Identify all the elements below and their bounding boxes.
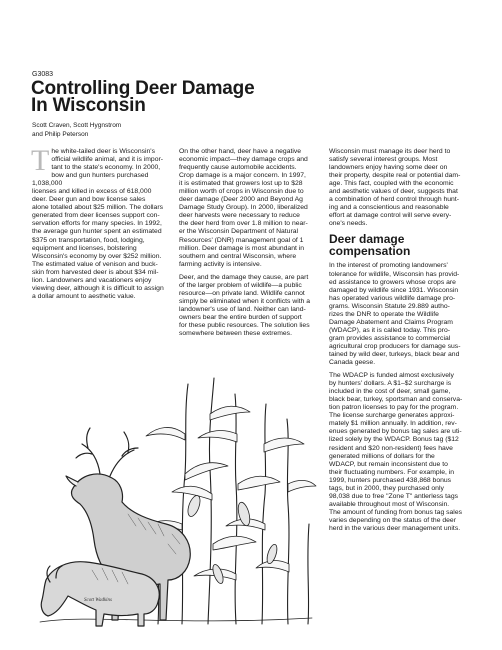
text-line: equipment and licenses, bolstering bbox=[32, 244, 137, 252]
intro-text bbox=[31, 144, 164, 300]
text-line: $375 on transportation, food, lodging, bbox=[32, 236, 145, 244]
text-line: licenses and killed in excess of 618,000 bbox=[32, 188, 152, 196]
text-line: er the Wisconsin Department of Natural bbox=[179, 228, 298, 236]
text-line: a combination of herd control through hunt- bbox=[329, 196, 459, 204]
text-line: enues generated by bonus tag sales are uti- bbox=[329, 428, 462, 436]
text-line: economic impact—they damage crops and bbox=[179, 156, 308, 164]
text-line: age. This fact, coupled with the economic bbox=[329, 180, 454, 188]
text-line: black bear, turkey, sportsman and conserva- bbox=[329, 396, 463, 404]
text-line: lized solely by the WDACP. Bonus tag ($12 bbox=[329, 436, 459, 444]
text-line: bow and gun hunters purchased 1,038,000 bbox=[32, 172, 149, 188]
text-line: official wildlife animal, and it is impor- bbox=[51, 156, 164, 164]
title-line-2: In Wisconsin bbox=[31, 95, 146, 116]
text-line: effort at damage control will serve every- bbox=[329, 212, 452, 220]
heading-line-2: compensation bbox=[329, 244, 411, 259]
text-line: their fluctuating numbers. For example, in bbox=[329, 468, 455, 476]
text-line: The WDACP is funded almost exclusively bbox=[329, 372, 454, 380]
text-line: herd in the various deer management units. bbox=[329, 524, 461, 532]
authors bbox=[32, 121, 121, 139]
text-line: landowner's use of land. Neither can land- bbox=[179, 305, 306, 313]
heading-line-1: Deer damage bbox=[329, 232, 405, 247]
text-line: Deer, and the damage they cause, are part bbox=[179, 273, 309, 281]
text-line: damaged by wildlife since 1931. Wisconsin bbox=[329, 286, 459, 294]
author-line-1: Scott Craven, Scott Hygnstrom bbox=[32, 122, 122, 129]
text-line: one's needs. bbox=[329, 220, 368, 228]
economic-impact-paragraph bbox=[179, 148, 320, 269]
text-line: tant to the state's economy. In 2000, bbox=[51, 164, 161, 172]
text-line: million worth of crops in Wisconsin due to bbox=[179, 188, 304, 196]
wdacp-funding-paragraph bbox=[329, 372, 475, 533]
text-line: Canada geese. bbox=[329, 359, 376, 367]
text-line: servation efforts for many species. In 1992, bbox=[32, 220, 162, 228]
text-line: ed assistance to growers whose crops are bbox=[329, 278, 456, 286]
column-3 bbox=[329, 148, 475, 538]
text-line: available throughout most of Wisconsin. bbox=[329, 500, 450, 508]
text-line: tags, but in 2000, they purchased only bbox=[329, 484, 444, 492]
text-line: alone totalled about $25 million. The dollars bbox=[32, 204, 163, 212]
text-line: the deer herd from over 1.8 million to near- bbox=[179, 220, 308, 228]
text-line: On the other hand, deer have a negative bbox=[179, 148, 302, 155]
author-line-2: and Philip Peterson bbox=[32, 131, 89, 138]
text-line: grams. Wisconsin Statute 29.889 autho- bbox=[329, 302, 450, 310]
text-line: lion. Landowners and vacationers enjoy bbox=[32, 276, 152, 284]
text-line: The amount of funding from bonus tag sales bbox=[329, 508, 462, 516]
public-resource-paragraph bbox=[179, 274, 320, 338]
text-line: generated millions of dollars for the bbox=[329, 452, 435, 460]
text-line: deer harvests were necessary to reduce bbox=[179, 212, 300, 220]
text-line: satisfy several interest groups. Most bbox=[329, 156, 438, 164]
column-1 bbox=[31, 144, 170, 306]
text-line: tion patron licenses to pay for the program. bbox=[329, 404, 459, 412]
text-line: Resources' (DNR) management goal of 1 bbox=[179, 236, 304, 244]
text-line: In the interest of promoting landowners' bbox=[329, 262, 448, 270]
text-line: Damage Study Group). In 2000, liberalized bbox=[179, 204, 308, 212]
text-line: WDACP, but remain inconsistent due to bbox=[329, 460, 448, 468]
pub-code: G3083 bbox=[32, 71, 54, 78]
text-line: 1999, hunters purchased 438,868 bonus bbox=[329, 476, 452, 484]
text-line: million. Deer damage is most abundant in bbox=[179, 244, 305, 252]
title-line-1: Controlling Deer Damage bbox=[31, 78, 255, 99]
intro-paragraph bbox=[31, 144, 170, 301]
text-line: southern and central Wisconsin, where bbox=[179, 252, 297, 260]
text-line: Crop damage is a major concern. In 1997, bbox=[179, 172, 306, 180]
text-line: simply be eliminated when it conflicts with a bbox=[179, 297, 311, 305]
text-line: resident and $20 non-resident) fees have bbox=[329, 444, 453, 452]
deer-cornfield-illustration bbox=[32, 374, 318, 636]
text-line: The license surcharge generates approxi- bbox=[329, 412, 455, 420]
text-line: mately $1 million annually. In addition, rev- bbox=[329, 420, 457, 428]
text-line: gram provides assistance to commercial bbox=[329, 334, 451, 342]
text-line: viewing deer, although it is difficult to assign bbox=[32, 284, 164, 292]
text-line: agricultural crop producers for damage sus- bbox=[329, 342, 461, 350]
text-line: (WDACP), as it is called today. This pro- bbox=[329, 326, 450, 334]
text-line: by hunters' dollars. A $1–$2 surcharge is bbox=[329, 380, 452, 388]
text-line: tained by wild deer, turkeys, black bear and bbox=[329, 350, 460, 358]
text-line: somewhere between these extremes. bbox=[179, 330, 292, 338]
text-line: Wisconsin must manage its deer herd to bbox=[329, 148, 451, 155]
text-line: tolerance for wildlife, Wisconsin has provid- bbox=[329, 270, 460, 278]
text-line: deer damage (Deer 2000 and Beyond Ag bbox=[179, 196, 303, 204]
text-line: a dollar amount to aesthetic value. bbox=[32, 292, 136, 300]
text-line: it is estimated that growers lost up to $28 bbox=[179, 180, 303, 188]
text-line: resource—on private land. Wildlife cannot bbox=[179, 289, 305, 297]
text-line: ing and a conscientious and reasonable bbox=[329, 204, 449, 212]
text-line: he white-tailed deer is Wisconsin's bbox=[51, 148, 156, 155]
text-line: included in the cost of deer, small game, bbox=[329, 388, 451, 396]
text-line: their property, despite real or potential dam- bbox=[329, 172, 461, 180]
text-line: and aesthetic values of deer, suggests that bbox=[329, 188, 458, 196]
herd-management-paragraph bbox=[329, 148, 475, 228]
text-line: farming activity is intensive. bbox=[179, 260, 262, 268]
text-line: The estimated value of venison and buck- bbox=[32, 260, 158, 268]
column-2 bbox=[179, 148, 320, 343]
artist-signature: Scott Wadkins bbox=[84, 598, 113, 603]
page-title bbox=[31, 80, 331, 114]
text-line: of the larger problem of wildlife—a public bbox=[179, 281, 302, 289]
text-line: skin from harvested deer is about $34 mil- bbox=[32, 268, 159, 276]
section-heading-compensation bbox=[329, 233, 475, 257]
text-line: rizes the DNR to operate the Wildlife bbox=[329, 310, 439, 318]
compensation-paragraph bbox=[329, 262, 475, 367]
text-line: owners bear the entire burden of support bbox=[179, 313, 302, 321]
text-line: frequently cause automobile accidents. bbox=[179, 164, 297, 172]
text-line: varies depending on the status of the deer bbox=[329, 516, 456, 524]
text-line: has operated various wildlife damage pro- bbox=[329, 294, 456, 302]
text-line: deer. Deer gun and bow license sales bbox=[32, 196, 146, 204]
drop-cap: T bbox=[31, 144, 50, 177]
text-line: Damage Abatement and Claims Program bbox=[329, 318, 453, 326]
text-line: for these public resources. The solution lies bbox=[179, 321, 310, 329]
text-line: 98,038 due to free "Zone T" antlerless tags bbox=[329, 492, 459, 500]
text-line: generated from deer licenses support con- bbox=[32, 212, 160, 220]
text-line: Wisconsin's economy by over $252 million. bbox=[32, 252, 162, 260]
text-line: the average gun hunter spent an estimated bbox=[32, 228, 162, 236]
text-line: landowners enjoy having some deer on bbox=[329, 164, 448, 172]
